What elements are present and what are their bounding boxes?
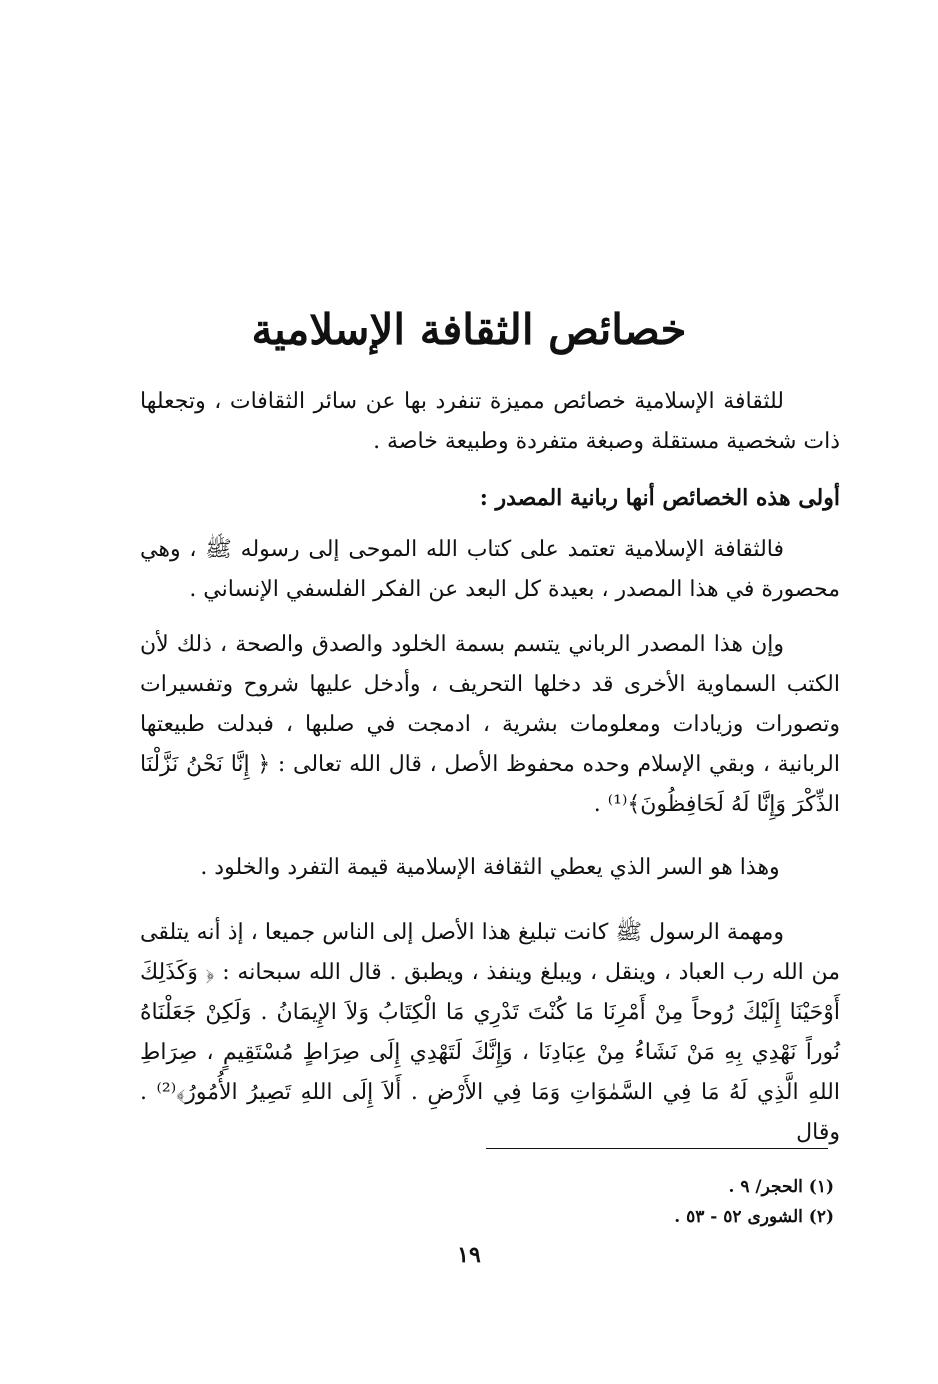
chapter-title: خصائص الثقافة الإسلامية — [251, 305, 687, 354]
paragraph-intro — [140, 382, 840, 462]
footnote-1: (١) الحجر/ ٩ . — [728, 1177, 834, 1197]
paragraph-source — [140, 530, 840, 610]
page-number: ١٩ — [457, 1242, 481, 1268]
paragraph-text: وإن هذا المصدر الرباني يتسم بسمة الخلود والصدق والصحة ، ذلك لأن الكتب السماوية الأخرى قد دخلها التحريف ، وأدخل عليها شروح وتفسيرات وتصورات وزيادات ومعلومات بشرية ، ادمجت في صلبها ، فبدلت طبيعتها الربانية ، وبقي الإسلام وحده محفوظ الأصل ، قال الله تعالى : ﴿ إِنَّا نَحْنُ نَزَّلْنَا الذِّكْرَ وَإِنَّا لَهُ لَحَافِظُونَ﴾⁽¹⁾ . — [140, 632, 840, 817]
paragraph-eternity — [140, 625, 840, 825]
section-heading-text: أولى هذه الخصائص أنها ربانية المصدر : — [479, 485, 840, 511]
footnote-2: (٢) الشورى ٥٢ - ٥٣ . — [674, 1207, 834, 1227]
paragraph-mission — [140, 913, 840, 1153]
paragraph-text: للثقافة الإسلامية خصائص مميزة تنفرد بها عن سائر الثقافات ، وتجعلها ذات شخصية مستقلة وصبغة متفردة وطبيعة خاصة . — [140, 389, 840, 454]
paragraph-text: ومهمة الرسول ﷺ كانت تبليغ هذا الأصل إلى الناس جميعا ، إذ أنه يتلقى من الله رب العباد ، وينقل ، ويبلغ وينفذ ، ويطبق . قال الله سبحانه : ﴿ وَكَذَلِكَ أَوْحَيْنَا إِلَيْكَ رُوحاً مِنْ أَمْرِنَا مَا كُنْتَ تَدْرِي مَا الْكِتَابُ وَلاَ الإِيمَانُ . وَلَكِنْ جَعَلْنَاهُ نُوراً نَهْدِي بِهِ مَنْ نَشَاءُ مِنْ عِبَادِنَا ، وَإِنَّكَ لَتَهْدِي إِلَى صِرَاطٍ مُسْتَقِيمٍ ، صِرَاطِ اللهِ الَّذِي لَهُ مَا فِي السَّمٰوَاتِ وَمَا فِي الأَرْضِ . أَلاَ إِلَى اللهِ تَصِيرُ الأُمُورُ﴾⁽²⁾ . وقال — [140, 920, 840, 1145]
paragraph-secret — [140, 848, 840, 888]
paragraph-text: وهذا هو السر الذي يعطي الثقافة الإسلامية قيمة التفرد والخلود . — [200, 855, 780, 880]
footnotes — [486, 1172, 834, 1232]
footnote-divider — [486, 1148, 828, 1149]
section-heading — [140, 478, 840, 518]
paragraph-text: فالثقافة الإسلامية تعتمد على كتاب الله الموحى إلى رسوله ﷺ ، وهي محصورة في هذا المصدر ، بعيدة كل البعد عن الفكر الفلسفي الإنساني . — [140, 537, 840, 602]
